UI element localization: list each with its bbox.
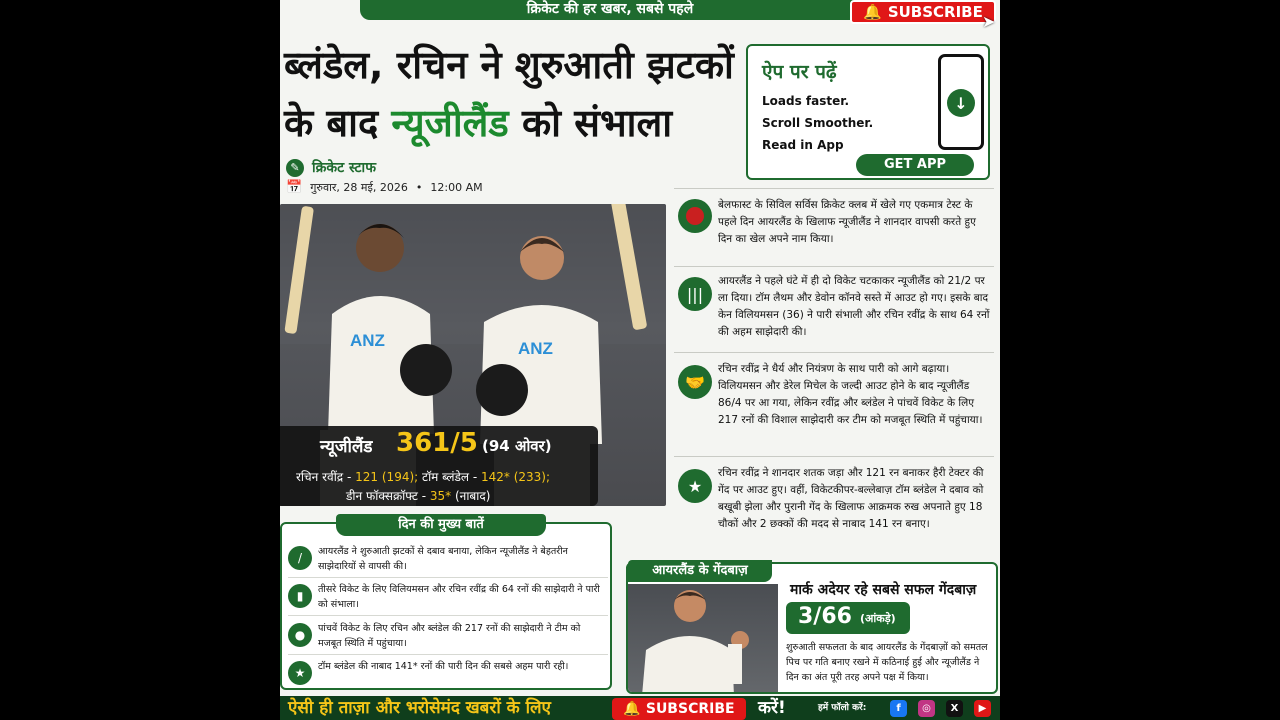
app-line-3: Read in App [762,138,844,152]
bowler-title: आयरलैंड के गेंदबाज़ [628,560,772,582]
team-icon: ● [288,623,312,647]
score-batters-line [296,468,550,485]
highlight-text: टॉम ब्लंडेल की नाबाद 141* रनों की पारी दिन की सबसे अहम पारी रही। [318,661,569,672]
news-text: रचिन रवींद्र ने शानदार शतक जड़ा और 121 रन बनाकर हैरी टेक्टर की गेंद पर आउट हुए। वहीं, विकेटकीपर-बल्लेबाज़ टॉम ब्लंडेल ने दबाव को बखूबी झेला और पुरानी गेंद के खिलाफ आक्रमक रुख अपनाते हुए 18 चौकों और 2 छक्कों की मदद से नाबाद 141 रन बनाए। [718,467,984,530]
star-icon: ★ [288,661,312,685]
cursor-icon: ➤ [982,12,996,31]
top-banner: क्रिकेट की हर खबर, सबसे पहले [360,0,860,20]
dateline [286,180,483,195]
download-icon: ↓ [947,89,975,117]
cricket-ball-icon [678,199,712,233]
author-name: क्रिकेट स्टाफ [312,160,376,176]
bell-icon: 🔔 [623,701,641,717]
bottom-subscribe-label: SUBSCRIBE [645,701,735,717]
headline [284,36,744,152]
bottom-bar [280,696,1000,720]
app-title: ऐप पर पढ़ें [762,61,837,83]
batter1-name: रचिन रवींद्र - [296,470,352,484]
bat-icon: / [288,546,312,570]
bowler-figure-value: 3/66 [798,604,852,629]
news-text: बेलफास्ट के सिविल सर्विस क्रिकेट क्लब में खेले गए एकमात्र टेस्ट के पहले दिन आयरलैंड के खिलाफ न्यूजीलैंड ने शानदार वापसी करते हुए दिन का खेल अपने नाम किया। [718,199,976,245]
batter3-name: डीन फॉक्सक्रॉफ्ट - [346,489,427,503]
batter2-score: 142* (233); [481,470,551,484]
bowler-figure [786,602,910,634]
batter1-score: 121 (194); [355,470,419,484]
handshake-icon: 🤝 [678,365,712,399]
publish-time: 12:00 AM [430,181,483,194]
bell-icon: 🔔 [863,3,882,21]
highlight-text: तीसरे विकेट के लिए विलियमसन और रचिन रवींद्र की 64 रनों की साझेदारी ने पारी को संभाला। [318,584,600,610]
bowler-figure-label: (आंकड़े) [860,612,896,625]
headline-part1: ब्लंडेल, रचिन ने शुरुआती झटकों के बाद [284,43,734,145]
bowler-heading: मार्क अदेयर रहे सबसे सफल गेंदबाज़ [790,582,977,598]
svg-text:ANZ: ANZ [518,339,553,358]
highlight-row [288,540,608,578]
score-runs: 361/5 [396,428,478,458]
facebook-icon[interactable]: f [890,700,907,717]
get-app-button[interactable]: GET APP [856,154,974,176]
app-promo [746,44,990,180]
headline-highlight: न्यूजीलैंड [391,101,509,145]
pencil-icon: ✎ [286,159,304,177]
bowler-text: शुरुआती सफलता के बाद आयरलैंड के गेंदबाज़ों को समतल पिच पर गति बनाए रखने में कठिनाई हुई और न्यूजीलैंड ने दिन का अंत पूरी तरह अपने पक्ष में किया। [786,642,988,683]
news-item [674,188,994,268]
score-batter3-line [346,487,490,504]
subscribe-button[interactable] [850,0,996,24]
separator-dot: • [415,181,423,194]
batter2-name: टॉम ब्लंडेल - [422,470,478,484]
instagram-icon[interactable]: ◎ [918,700,935,717]
news-item [674,266,994,352]
bowler-illustration [628,584,778,694]
score-overs: (94 ओवर) [482,437,552,455]
app-line-1: Loads faster. [762,94,849,108]
bottom-subscribe-button[interactable] [612,698,746,720]
news-poster [280,0,1000,720]
highlight-row [288,578,608,616]
highlights-box [280,522,612,690]
stumps-icon: ||| [678,277,712,311]
batter3-score: 35* [429,489,452,503]
headline-part2: को संभाला [522,101,673,145]
highlight-row [288,655,608,693]
calendar-icon: 📅 [286,180,303,195]
subscribe-label: SUBSCRIBE [887,3,983,21]
app-line-2: Scroll Smoother. [762,116,874,130]
bottom-karein: करें! [758,698,786,718]
svg-text:ANZ: ANZ [350,331,385,350]
youtube-icon[interactable]: ▶ [974,700,991,717]
news-text: रचिन रवींद्र ने धैर्य और नियंत्रण के साथ पारी को आगे बढ़ाया। विलियमसन और डेरेल मिचेल के जल्दी आउट होने के बाद न्यूजीलैंड 86/4 पर आ गया, लेकिन रवींद्र और ब्लंडेल ने पांचवें विकेट के लिए 217 रनों की विशाल साझेदारी कर टीम को मजबूत स्थिति में पहुंचाया। [718,363,983,426]
news-item [674,456,994,560]
star-icon: ★ [678,469,712,503]
x-icon[interactable]: X [946,700,963,717]
highlights-title: दिन की मुख्य बातें [336,514,546,536]
highlight-row [288,617,608,655]
follow-label: हमें फॉलो करें: [818,703,867,713]
chart-icon: ▮ [288,584,312,608]
batter3-note: (नाबाद) [454,489,491,503]
bottom-cta-text: ऐसी ही ताज़ा और भरोसेमंद खबरों के लिए [288,698,551,718]
score-team: न्यूजीलैंड [320,437,373,457]
scorecard [280,426,598,506]
highlight-text: आयरलैंड ने शुरुआती झटकों से दबाव बनाया, लेकिन न्यूजीलैंड ने बेहतरीन साझेदारियों से वापसी की। [318,546,568,572]
phone-icon [938,54,984,150]
news-text: आयरलैंड ने पहले घंटे में ही दो विकेट चटकाकर न्यूजीलैंड को 21/2 पर ला दिया। टॉम लैथम और डेवोन कॉनवे सस्ते में आउट हो गए। इसके बाद केन विलियमसन (36) ने पारी संभाली और रचिन रवींद्र के साथ 64 रनों की अहम साझेदारी की। [718,275,990,338]
bowler-photo [628,584,778,694]
publish-date: गुरुवार, 28 मई, 2026 [310,181,408,194]
author-line [286,158,376,177]
news-item [674,352,994,454]
highlight-text: पांचवें विकेट के लिए रचिन और ब्लंडेल की 217 रनों की साझेदारी ने टीम को मजबूत स्थिति में पहुंचाया। [318,623,581,649]
